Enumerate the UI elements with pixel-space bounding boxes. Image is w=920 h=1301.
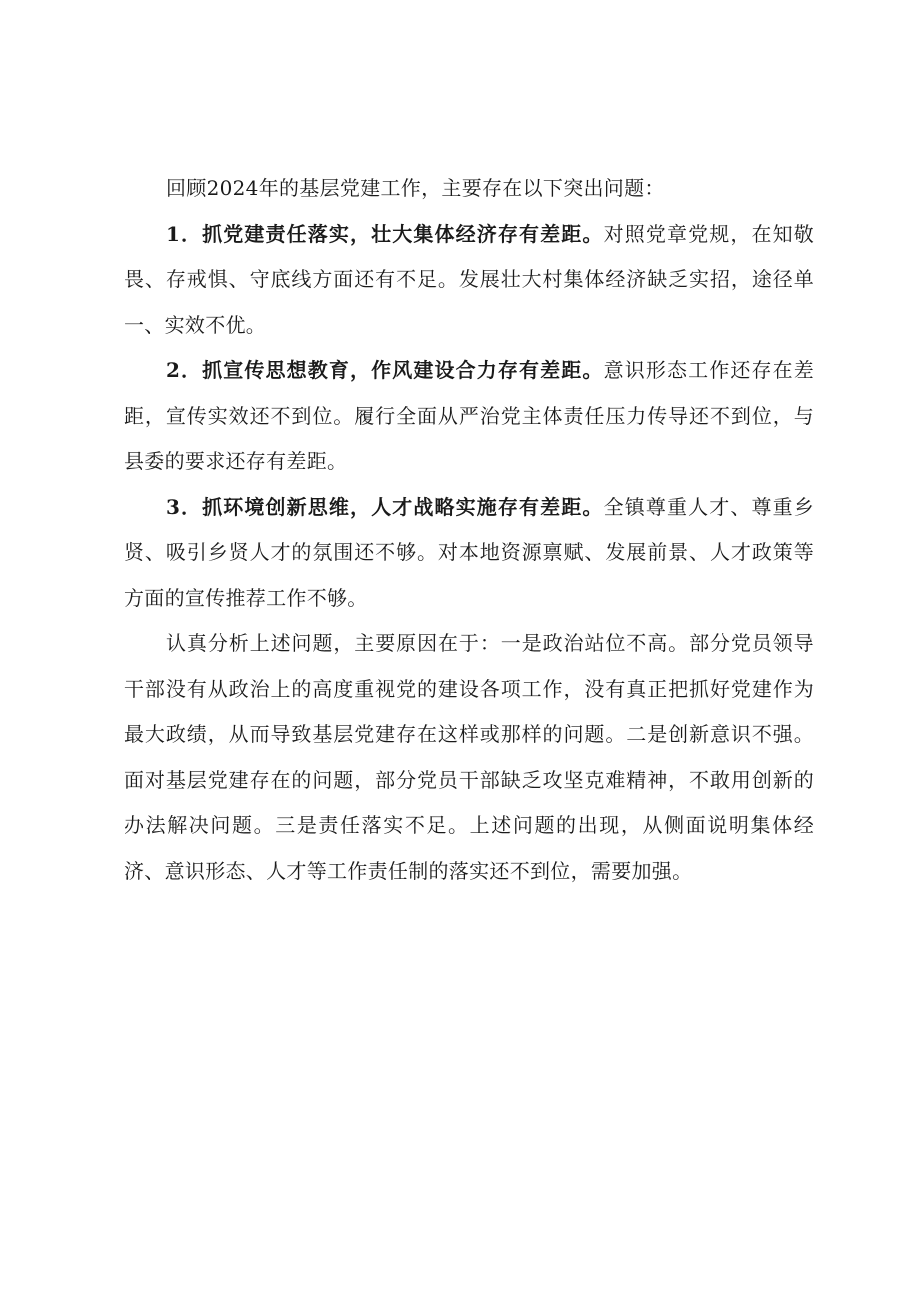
analysis-paragraph: 认真分析上述问题，主要原因在于：一是政治站位不高。部分党员领导干部没有从政治上的高度重视党的建设各项工作，没有真正把抓好党建作为最大政绩，从而导致基层党建存在这样或那样的问题。二是创新意识不强。面对基层党建存在的问题，部分党员干部缺乏攻坚克难精神，不敢用创新的办法解决问题。三是责任落实不足。上述问题的出现，从侧面说明集体经济、意识形态、人才等工作责任制的落实还不到位，需要加强。 (124, 631, 814, 883)
problem-heading-3: 3．抓环境创新思维，人才战略实施存有差距。 (166, 494, 604, 519)
document-body (124, 166, 814, 894)
problem-item-1 (124, 212, 814, 349)
intro-paragraph: 回顾2024年的基层党建工作，主要存在以下突出问题： (166, 176, 665, 200)
problem-text-3: 全镇尊重人才、尊重乡贤、吸引乡贤人才的氛围还不够。对本地资源禀赋、发展前景、人才政策等方面的宣传推荐工作不够。 (124, 494, 814, 610)
problem-heading-1: 1．抓党建责任落实，壮大集体经济存有差距。 (166, 221, 604, 246)
problem-heading-2: 2．抓宣传思想教育，作风建设合力存有差距。 (166, 358, 604, 382)
problem-item-2 (124, 348, 814, 485)
problem-text-2: 意识形态工作还存在差距，宣传实效还不到位。履行全面从严治党主体责任压力传导还不到位，与县委的要求还存有差距。 (124, 358, 814, 473)
problem-item-3 (124, 485, 814, 622)
problem-text-1: 对照党章党规，在知敬畏、存戒惧、守底线方面还有不足。发展壮大村集体经济缺乏实招，途径单一、实效不优。 (124, 221, 814, 337)
